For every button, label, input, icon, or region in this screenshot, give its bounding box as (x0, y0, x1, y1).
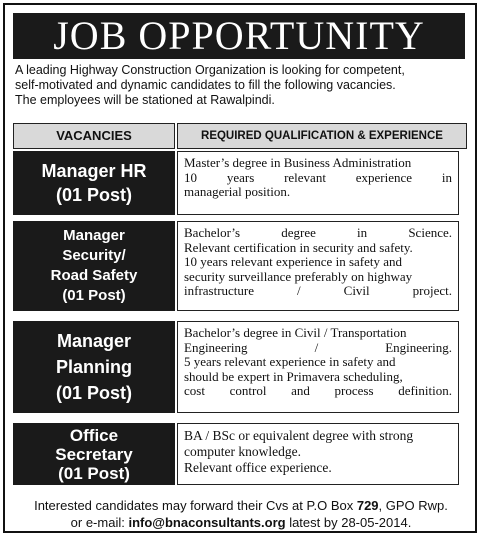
intro-line: The employees will be stationed at Rawalpindi. (15, 93, 275, 107)
detail-line: 10 years relevant experience in (184, 169, 452, 185)
position-details-manager-planning (177, 321, 459, 413)
footer-line-1 (13, 497, 469, 514)
position-title-line: Manager (56, 331, 132, 351)
po-box-number: 729 (356, 498, 379, 513)
position-title-manager-hr (13, 151, 175, 215)
intro-line: A leading Highway Construction Organization is looking for competent, (15, 63, 405, 77)
position-title-line: (01 Post) (55, 185, 133, 205)
intro-text (15, 63, 465, 108)
detail-line: BA / BSc or equivalent degree with strong (184, 428, 414, 443)
position-title-line: Office (69, 425, 119, 445)
position-title-line: Road Safety (50, 267, 138, 284)
vacancies-header: VACANCIES (13, 123, 175, 149)
detail-line: 10 years relevant experience in safety and (184, 254, 403, 269)
detail-line: Bachelor’s degree in Science. (184, 225, 452, 240)
detail-line: Bachelor’s degree in Civil / Transportation (184, 325, 407, 340)
detail-line: managerial position. (184, 184, 291, 199)
detail-line: Relevant office experience. (184, 460, 332, 475)
detail-line: cost control and process definition. (184, 383, 452, 398)
position-title-line: Planning (56, 357, 132, 377)
detail-line: 5 years relevant experience in safety and (184, 354, 396, 369)
position-title-line: Manager (63, 227, 125, 244)
position-title-line: (01 Post) (58, 463, 130, 483)
footer-text: latest by 28-05-2014. (285, 515, 412, 530)
position-title-line: (01 Post) (55, 383, 133, 403)
requirements-header: REQUIRED QUALIFICATION & EXPERIENCE (177, 123, 467, 149)
position-details-manager-security (177, 221, 459, 311)
position-title-manager-security (13, 221, 175, 311)
contact-email[interactable]: info@bnaconsultants.org (128, 515, 286, 530)
job-ad (3, 3, 477, 533)
contact-footer (13, 497, 469, 531)
position-title-line: (01 Post) (62, 287, 126, 304)
footer-text: Interested candidates may forward their Cvs at P.O Box (34, 498, 357, 513)
detail-line: infrastructure / Civil project. (184, 283, 452, 298)
ad-title: JOB OPPORTUNITY (13, 13, 465, 59)
intro-line: self-motivated and dynamic candidates to fill the following vacancies. (15, 78, 396, 92)
footer-text: , GPO Rwp. (378, 498, 448, 513)
detail-line: should be expert in Primavera scheduling, (184, 368, 403, 384)
position-title-line: Secretary (55, 444, 133, 464)
position-title-office-secretary (13, 423, 175, 485)
footer-text: or e-mail: (70, 515, 129, 530)
detail-line: security surveillance preferably on highway (184, 268, 413, 284)
position-title-manager-planning (13, 321, 175, 413)
position-title-line: Security/ (62, 247, 126, 264)
detail-line: Relevant certification in security and safety. (184, 239, 413, 255)
position-title-line: Manager HR (41, 161, 147, 181)
position-details-manager-hr (177, 151, 459, 215)
detail-line: computer knowledge. (184, 444, 301, 459)
position-details-office-secretary (177, 423, 459, 485)
detail-line: Master’s degree in Business Administration (184, 155, 412, 170)
detail-line: Engineering / Engineering. (184, 339, 452, 355)
footer-line-2 (13, 514, 469, 531)
